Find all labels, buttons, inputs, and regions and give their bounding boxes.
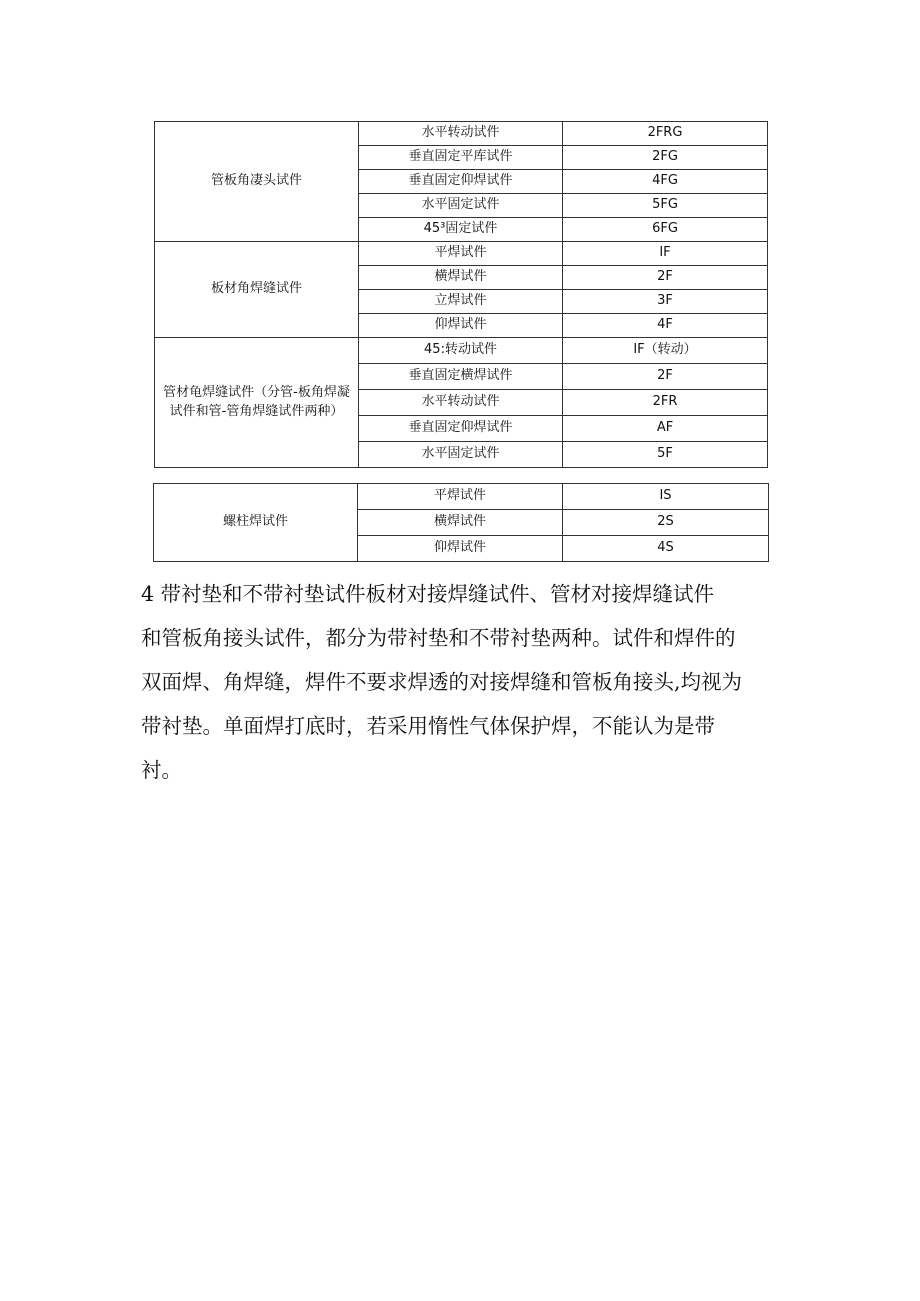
table-row [155, 338, 768, 364]
code-cell: 2FRG [563, 122, 768, 146]
code-cell: 2F [563, 364, 768, 390]
test-type-cell: 垂直固定横焊试件 [359, 364, 563, 390]
test-type-cell: 45³固定试件 [359, 218, 563, 242]
paragraph-line: 和管板角接头试件，都分为带衬垫和不带衬垫两种。试件和焊件的 [141, 626, 736, 650]
test-type-cell: 水平转动试件 [359, 390, 563, 416]
test-type-cell: 水平转动试件 [359, 122, 563, 146]
stud-weld-table [153, 483, 769, 562]
table-row [155, 242, 768, 266]
code-cell: 5F [563, 442, 768, 468]
test-type-cell: 垂直固定仰焊试件 [359, 416, 563, 442]
paragraph-line: 4 带衬垫和不带衬垫试件板材对接焊缝试件、管材对接焊缝试件 [141, 582, 715, 606]
test-type-cell: 垂直固定仰焊试件 [359, 170, 563, 194]
test-type-cell: 平焊试件 [359, 242, 563, 266]
test-type-cell: 水平固定试件 [359, 442, 563, 468]
code-cell: AF [563, 416, 768, 442]
paragraph-line: 带衬垫。单面焊打底时，若采用惰性气体保护焊，不能认为是带 [141, 714, 715, 738]
code-cell: IF [563, 242, 768, 266]
test-type-cell: 垂直固定平库试件 [359, 146, 563, 170]
code-cell: 2S [563, 510, 769, 536]
test-type-cell: 水平固定试件 [359, 194, 563, 218]
weld-test-table [154, 121, 768, 468]
group-name-tube-plate: 管板角凄头试件 [155, 122, 359, 242]
code-cell: 2FG [563, 146, 768, 170]
test-type-cell: 立焊试件 [359, 290, 563, 314]
code-cell: 2F [563, 266, 768, 290]
code-cell: IF（转动） [563, 338, 768, 364]
group-name-tube-fillet: 管材龟焊缝试件（分管-板角焊凝试件和管-管角焊缝试件两种） [155, 338, 359, 468]
group-name-plate-fillet: 板材角焊缝试件 [155, 242, 359, 338]
table-row [155, 122, 768, 146]
code-cell: 3F [563, 290, 768, 314]
code-cell: 4F [563, 314, 768, 338]
test-type-cell: 平焊试件 [358, 484, 563, 510]
test-type-cell: 横焊试件 [358, 510, 563, 536]
paragraph-line: 衬。 [141, 758, 182, 782]
backing-paragraph [141, 578, 801, 798]
group-name-stud-weld: 螺柱焊试件 [154, 484, 358, 562]
code-cell: 5FG [563, 194, 768, 218]
table-row [154, 484, 769, 510]
code-cell: IS [563, 484, 769, 510]
test-type-cell: 45:转动试件 [359, 338, 563, 364]
code-cell: 4FG [563, 170, 768, 194]
code-cell: 4S [563, 536, 769, 562]
test-type-cell: 横焊试件 [359, 266, 563, 290]
code-cell: 6FG [563, 218, 768, 242]
paragraph-line: 双面焊、角焊缝，焊件不要求焊透的对接焊缝和管板角接头,均视为 [141, 670, 743, 694]
test-type-cell: 仰焊试件 [358, 536, 563, 562]
test-type-cell: 仰焊试件 [359, 314, 563, 338]
code-cell: 2FR [563, 390, 768, 416]
